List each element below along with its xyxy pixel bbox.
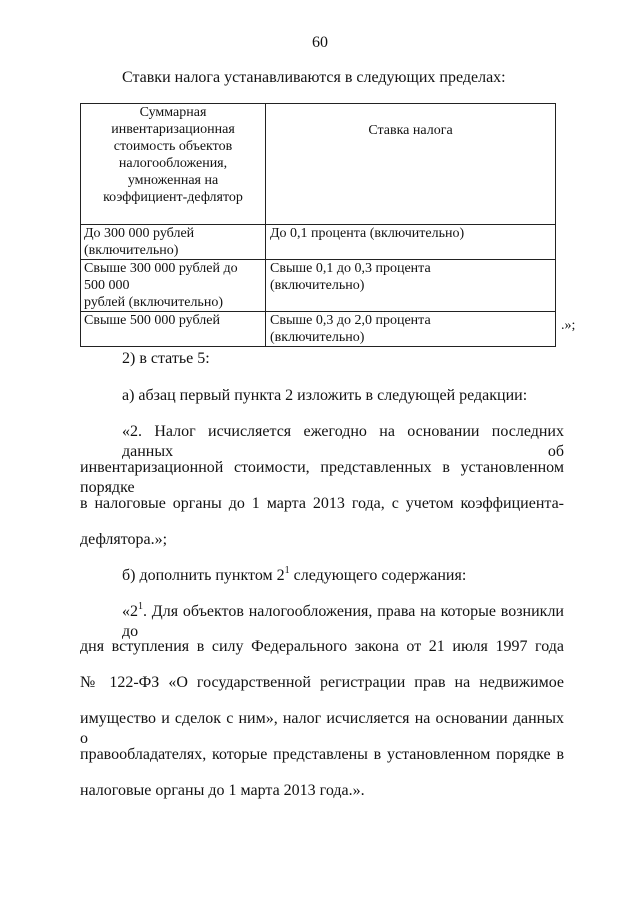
superscript: 1 [138, 601, 143, 612]
new-item-text: . Для объектов налогообложения, права на которые возникли до [122, 603, 564, 640]
paragraph-new-item-line: № 122-ФЗ «О государственной регистрации прав на недвижимое [80, 674, 564, 691]
page-number: 60 [312, 34, 328, 51]
paragraph-quote-line: дефлятора.»; [80, 531, 168, 548]
superscript: 1 [284, 565, 290, 576]
paragraph-item-b [122, 566, 606, 586]
intro-text: Ставки налога устанавливаются в следующих пределах: [122, 69, 506, 86]
paragraph-new-item-line [122, 602, 564, 642]
table-row [81, 312, 556, 347]
row-base: До 300 000 рублей (включительно) [81, 225, 266, 260]
row-rate: Свыше 0,3 до 2,0 процента (включительно) [266, 312, 556, 347]
table-header-row [81, 104, 556, 225]
table-row [81, 225, 556, 260]
item-b-text-rest: следующего содержания: [289, 567, 467, 584]
paragraph-new-item-line: дня вступления в силу Федерального закона от 21 июля 1997 года [80, 638, 564, 655]
table-row [81, 260, 556, 312]
row-base: Свыше 500 000 рублей [81, 312, 266, 347]
paragraph-article-5: 2) в статье 5: [122, 350, 210, 367]
row-rate: До 0,1 процента (включительно) [266, 225, 556, 260]
row-rate: Свыше 0,1 до 0,3 процента (включительно) [266, 260, 556, 312]
tax-rate-table [80, 103, 556, 347]
paragraph-quote-line: «2. Налог исчисляется ежегодно на основании последних данных об [122, 423, 564, 460]
table-closing-quote: .»; [561, 318, 576, 333]
paragraph-new-item-line: налоговые органы до 1 марта 2013 года.». [80, 782, 365, 799]
row-base: Свыше 300 000 рублей до 500 000 рублей (включительно) [81, 260, 266, 312]
paragraph-quote-line: инвентаризационной стоимости, представленных в установленном порядке [80, 459, 564, 496]
paragraph-new-item-line: имущество и сделок с ним», налог исчисляется на основании данных о [80, 710, 564, 747]
paragraph-quote-line: в налоговые органы до 1 марта 2013 года, с учетом коэффициента- [80, 495, 564, 512]
header-base: Суммарная инвентаризационная стоимость объектов налогообложения, умноженная на коэффициент-дефлятор [81, 104, 266, 225]
paragraph-new-item-line: правообладателях, которые представлены в установленном порядке в [80, 746, 564, 763]
item-b-text: б) дополнить пунктом 2 [122, 567, 285, 584]
header-rate: Ставка налога [266, 104, 556, 225]
paragraph-item-a: а) абзац первый пункта 2 изложить в следующей редакции: [122, 387, 528, 404]
new-item-number: «2 [122, 603, 138, 620]
